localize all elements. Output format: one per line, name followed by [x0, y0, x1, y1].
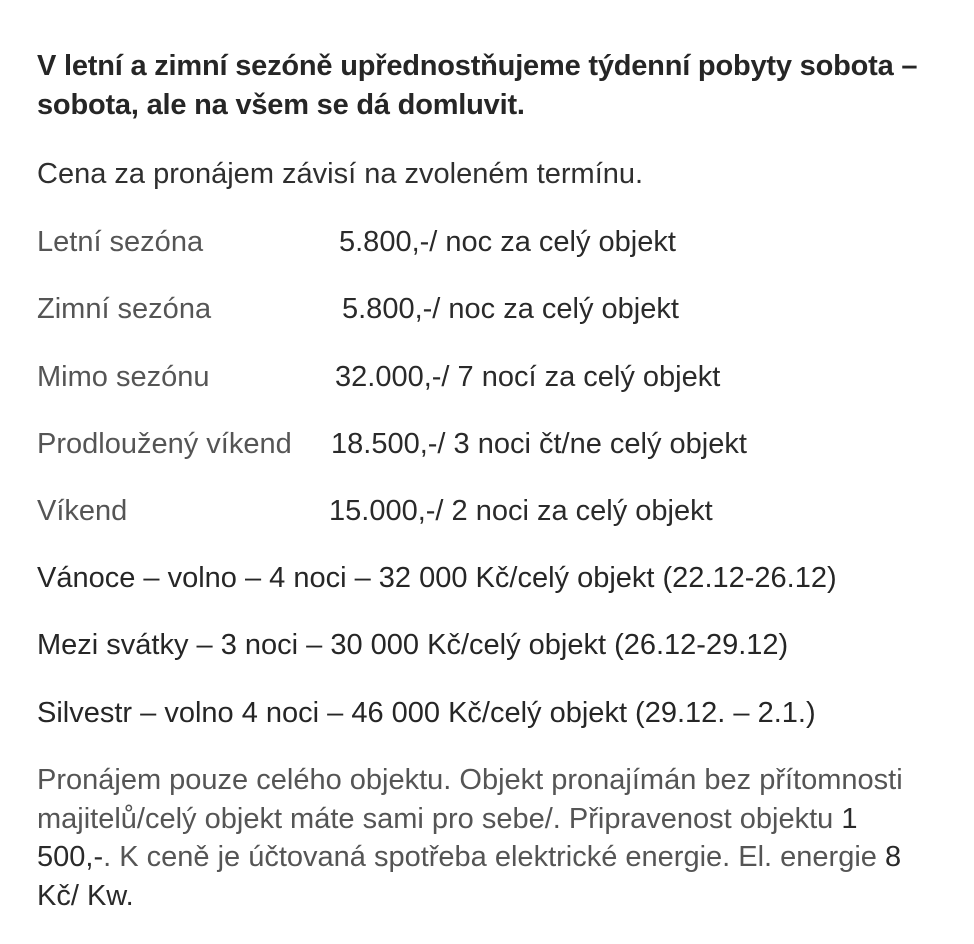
- footer-text-2: . K ceně je účtovaná spotřeba elektrické energie. El. energie: [103, 841, 885, 873]
- holiday-christmas: Vánoce – volno – 4 noci – 32 000 Kč/celý objekt (22.12-26.12): [37, 562, 837, 594]
- season-label: Víkend: [37, 495, 128, 527]
- footer-text-1: Pronájem pouze celého objektu. Objekt pronajímán bez přítomnosti majitelů/celý objekt máte sami pro sebe/. Připravenost objektu: [37, 764, 903, 835]
- price-intro: Cena za pronájem závisí na zvoleném termínu.: [37, 158, 644, 190]
- holiday-between-holidays: Mezi svátky – 3 noci – 30 000 Kč/celý objekt (26.12-29.12): [37, 629, 789, 661]
- season-label: Letní sezóna: [37, 226, 204, 258]
- season-price: 18.500,-/ 3 noci čt/ne celý objekt: [331, 428, 747, 460]
- preparation-price: 1 500,-: [37, 802, 858, 873]
- price-row-weekend: [37, 493, 937, 529]
- season-price: 5.800,-/ noc za celý objekt: [339, 226, 676, 258]
- season-label: Mimo sezónu: [37, 361, 210, 393]
- season-price: 15.000,-/ 2 noci za celý objekt: [329, 495, 713, 527]
- energy-price: 8 Kč/ Kw.: [37, 841, 902, 912]
- season-label: Prodloužený víkend: [37, 428, 292, 460]
- price-row-off-season: [37, 359, 937, 395]
- price-row-summer: [37, 224, 937, 260]
- season-price: 32.000,-/ 7 nocí za celý objekt: [335, 361, 721, 393]
- season-label: Zimní sezóna: [37, 293, 212, 325]
- holiday-new-year: Silvestr – volno 4 noci – 46 000 Kč/celý objekt (29.12. – 2.1.): [37, 697, 816, 729]
- intro-paragraph: V letní a zimní sezóně upřednostňujeme týdenní pobyty sobota – sobota, ale na všem se dá domluvit.: [37, 50, 918, 121]
- price-row-long-weekend: [37, 426, 937, 462]
- season-price: 5.800,-/ noc za celý objekt: [342, 293, 679, 325]
- footer-note: [37, 761, 917, 915]
- price-row-winter: [37, 291, 937, 327]
